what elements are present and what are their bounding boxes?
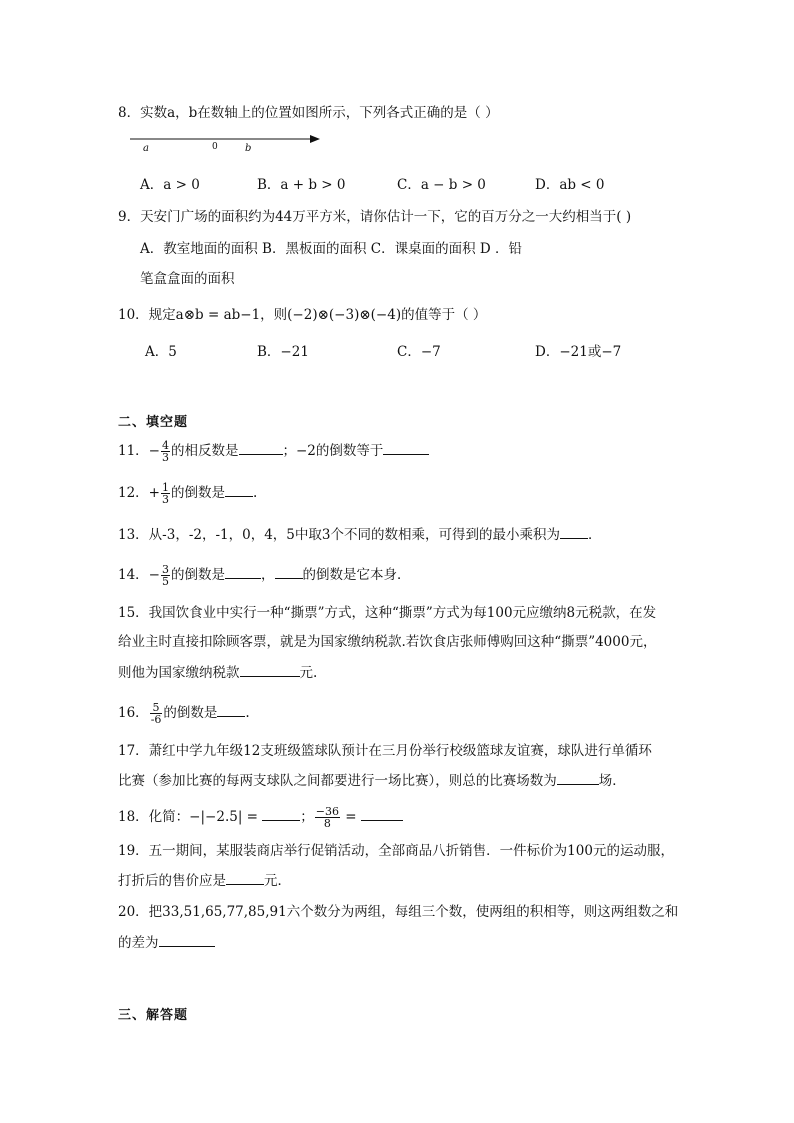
numberline-label-b: b bbox=[245, 143, 252, 154]
q14-num: 14．− bbox=[118, 567, 160, 583]
q8-option-a: A．a > 0 bbox=[140, 177, 200, 193]
q11-fraction: $\frac{4}{3}$ bbox=[162, 439, 169, 464]
q17-line2: 比赛（参加比赛的每两支球队之间都要进行一场比赛），则总的比赛场数为 场． bbox=[118, 773, 626, 789]
q12-text: 的倒数是 bbox=[171, 485, 225, 501]
q11-blank-1[interactable] bbox=[239, 442, 283, 455]
q19-line2: 打折后的售价应是 元． bbox=[118, 873, 291, 889]
q10-option-c: C．−7 bbox=[397, 344, 441, 360]
q12-fraction: $\frac{1}{3}$ bbox=[162, 481, 169, 506]
q12-num: 12．+ bbox=[118, 485, 160, 501]
q18: 18．化简：−|−2.5| = ； $\frac{-36}{8}$ = bbox=[118, 806, 403, 829]
q16-num: 16． bbox=[118, 705, 149, 721]
q13-blank[interactable] bbox=[560, 526, 588, 539]
q18-blank-2[interactable] bbox=[361, 808, 403, 821]
q16-fraction: $\frac{5}{-6}$ bbox=[150, 701, 162, 726]
q9-line2: A．教室地面的面积 B．黑板面的面积 C．课桌面的面积 D ．铅 bbox=[140, 241, 522, 257]
q13-text: 13．从-3，-2，-1，0，4，5中取3个不同的数相乘，可得到的最小乘积为 bbox=[118, 527, 560, 543]
q11-blank-2[interactable] bbox=[383, 442, 429, 455]
q18-prefix: 18．化简：−|−2.5| = bbox=[118, 809, 263, 825]
q11 bbox=[118, 440, 429, 463]
q16-blank[interactable] bbox=[217, 704, 245, 717]
q17-line1: 17．萧红中学九年级12支班级篮球队预计在三月份举行校级篮球友谊赛，球队进行单循环 bbox=[118, 743, 652, 759]
q15-line1: 15．我国饮食业中实行一种“撕票”方式，这种“撕票”方式为每100元应缴纳8元税款，在发 bbox=[118, 605, 657, 621]
q20-line2: 的差为 bbox=[118, 934, 215, 952]
number-line bbox=[128, 131, 328, 147]
q14: 14．− $\frac{3}{5}$ 的倒数是 ， 的倒数是它本身． bbox=[118, 563, 411, 588]
q19-blank[interactable] bbox=[226, 872, 264, 885]
q11-text1: 的相反数是 bbox=[171, 443, 239, 459]
q12-blank[interactable] bbox=[225, 484, 253, 497]
q10-option-b: B．−21 bbox=[257, 344, 309, 360]
section-fill-in-heading: 二、填空题 bbox=[118, 415, 189, 430]
q16-text: 的倒数是 bbox=[163, 705, 218, 721]
q9-line3: 笔盒盒面的面积 bbox=[140, 271, 235, 287]
q10-option-a: A．5 bbox=[145, 344, 177, 360]
q14-fraction: $\frac{3}{5}$ bbox=[162, 563, 169, 588]
q16: 16． $\frac{5}{-6}$ 的倒数是 . bbox=[118, 701, 250, 726]
q20-blank[interactable] bbox=[159, 934, 215, 947]
q8-option-c: C．a − b > 0 bbox=[397, 177, 486, 193]
numberline-label-a: a bbox=[143, 143, 149, 154]
q10-option-d: D．−21或−7 bbox=[535, 344, 622, 360]
q11-text2: ；−2的倒数等于 bbox=[282, 443, 384, 459]
q9-stem: 9．天安门广场的面积约为44万平方米，请你估计一下，它的百万分之一大约相当于( ) bbox=[118, 209, 632, 225]
numberline-label-0: 0 bbox=[212, 142, 218, 152]
q14-text2: 的倒数是它本身． bbox=[302, 567, 411, 583]
q14-blank-1[interactable] bbox=[225, 566, 261, 579]
q13: 13．从-3，-2，-1，0，4，5中取3个不同的数相乘，可得到的最小乘积为 ． bbox=[118, 527, 602, 543]
q18-blank-1[interactable] bbox=[262, 808, 300, 821]
q14-text1: 的倒数是 bbox=[171, 567, 225, 583]
q10-stem: 10．规定a⊗b = ab−1，则(−2)⊗(−3)⊗(−4)的值等于（ ） bbox=[118, 307, 487, 323]
q15-line3: 则他为国家缴纳税款 元. bbox=[118, 665, 318, 681]
q19-line1: 19．五一期间，某服装商店举行促销活动，全部商品八折销售．一件标价为100元的运动服， bbox=[118, 843, 674, 859]
q12: 12．+ $\frac{1}{3}$ 的倒数是 . bbox=[118, 481, 258, 506]
section-solution-heading: 三、解答题 bbox=[118, 1008, 189, 1023]
q15-blank[interactable] bbox=[240, 664, 300, 677]
q18-fraction: $\frac{-36}{8}$ bbox=[315, 805, 339, 830]
q8-stem: 8．实数a，b在数轴上的位置如图所示，下列各式正确的是（ ） bbox=[118, 105, 499, 121]
q8-option-d: D．ab < 0 bbox=[535, 177, 605, 193]
q15-line2: 给业主时直接扣除顾客票，就是为国家缴纳税款.若饮食店张师傅购回这种“撕票”4000元， bbox=[118, 634, 657, 650]
q11-num: 11．− bbox=[118, 443, 160, 459]
q17-blank[interactable] bbox=[557, 772, 599, 785]
q14-blank-2[interactable] bbox=[275, 566, 303, 579]
q20-line1: 20．把33,51,65,77,85,91六个数分为两组，每组三个数，使两组的积相等，则这两组数之和 bbox=[118, 904, 679, 920]
q8-option-b: B．a + b > 0 bbox=[257, 177, 346, 193]
